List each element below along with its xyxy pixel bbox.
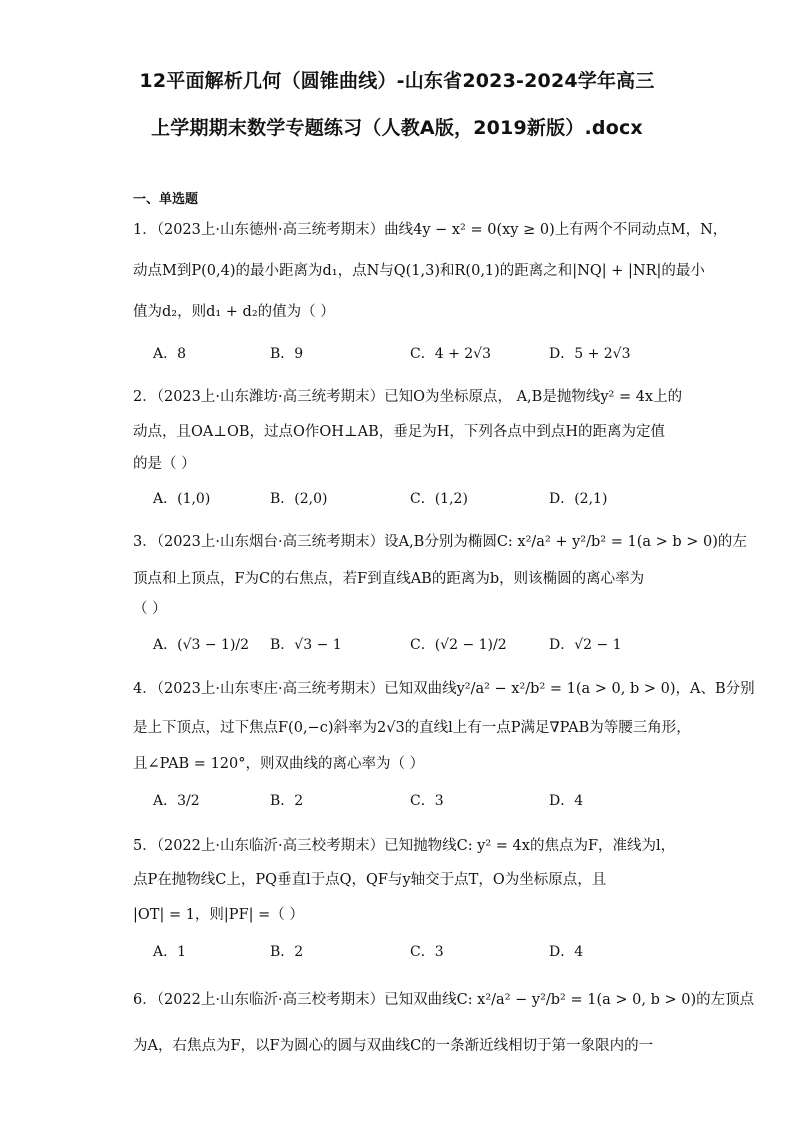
question-5-option-b[interactable]: B．2: [270, 944, 304, 960]
question-4-option-c[interactable]: C．3: [410, 793, 444, 809]
question-5-line-3: |OT| = 1，则|PF| =（ ）: [133, 907, 304, 923]
question-4-line-2: 是上下顶点，过下焦点F(0,−c)斜率为2√3的直线l上有一点P满足∇PAB为等腰三角形，: [133, 720, 691, 736]
question-4-option-a[interactable]: A．3/2: [153, 793, 200, 809]
question-2-option-b[interactable]: B．(2,0): [270, 491, 328, 507]
question-2-line-2: 动点，且OA⊥OB，过点O作OH⊥AB，垂足为H，下列各点中到点H的距离为定值: [133, 424, 666, 440]
question-3-option-d[interactable]: D．√2 − 1: [549, 637, 622, 653]
question-3-line-3: （ ）: [133, 601, 167, 617]
question-6-line-2: 为A，右焦点为F，以F为圆心的圆与双曲线C的一条渐近线相切于第一象限内的一: [133, 1038, 654, 1054]
question-1-option-d[interactable]: D．5 + 2√3: [549, 346, 631, 362]
document-title-line-2: 上学期期末数学专题练习（人教A版，2019新版）.docx: [151, 117, 643, 139]
question-4-line-1: 4．（2023上·山东枣庄·高三统考期末）已知双曲线y²/a² − x²/b² = 1(a > 0, b > 0)，A、B分别: [133, 681, 755, 697]
question-3-option-a[interactable]: A．(√3 − 1)/2: [153, 637, 250, 653]
question-1-line-1: 1．（2023上·山东德州·高三统考期末）曲线4y − x² = 0(xy ≥ 0)上有两个不同动点M，N，: [133, 222, 728, 238]
question-6-line-1: 6．（2022上·山东临沂·高三校考期末）已知双曲线C: x²/a² − y²/b² = 1(a > 0, b > 0)的左顶点: [133, 992, 755, 1008]
question-5-line-1: 5．（2022上·山东临沂·高三校考期末）已知抛物线C: y² = 4x的焦点为F，准线为l，: [133, 838, 676, 854]
question-5-option-a[interactable]: A．1: [153, 944, 187, 960]
question-3-line-2: 顶点和上顶点，F为C的右焦点，若F到直线AB的距离为b，则该椭圆的离心率为: [133, 571, 645, 587]
question-5-line-2: 点P在抛物线C上，PQ垂直l于点Q，QF与y轴交于点T，O为坐标原点，且: [133, 872, 607, 888]
question-2-line-1: 2．（2023上·山东潍坊·高三统考期末）已知O为坐标原点， A,B是抛物线y² = 4x上的: [133, 389, 683, 405]
question-2-line-3: 的是（ ）: [133, 456, 196, 472]
section-heading: 一、单选题: [133, 192, 199, 207]
question-4-option-b[interactable]: B．2: [270, 793, 304, 809]
question-3-line-1: 3．（2023上·山东烟台·高三统考期末）设A,B分别为椭圆C: x²/a² + y²/b² = 1(a > b > 0)的左: [133, 534, 747, 550]
question-2-option-a[interactable]: A．(1,0): [153, 491, 211, 507]
question-1-option-a[interactable]: A．8: [153, 346, 187, 362]
question-1-option-c[interactable]: C．4 + 2√3: [410, 346, 491, 362]
question-4-line-3: 且∠PAB = 120°，则双曲线的离心率为（ ）: [133, 756, 425, 772]
question-5-option-d[interactable]: D．4: [549, 944, 584, 960]
question-1-line-3: 值为d₂，则d₁ + d₂的值为（ ）: [133, 304, 335, 320]
question-2-option-c[interactable]: C．(1,2): [410, 491, 468, 507]
question-5-option-c[interactable]: C．3: [410, 944, 444, 960]
question-1-line-2: 动点M到P(0,4)的最小距离为d₁，点N与Q(1,3)和R(0,1)的距离之和|NQ| + |NR|的最小: [133, 263, 705, 279]
question-2-option-d[interactable]: D．(2,1): [549, 491, 608, 507]
question-3-option-b[interactable]: B．√3 − 1: [270, 637, 342, 653]
question-4-option-d[interactable]: D．4: [549, 793, 584, 809]
document-title-line-1: 12平面解析几何（圆锥曲线）-山东省2023-2024学年高三: [139, 70, 655, 92]
question-1-option-b[interactable]: B．9: [270, 346, 304, 362]
question-3-option-c[interactable]: C．(√2 − 1)/2: [410, 637, 507, 653]
